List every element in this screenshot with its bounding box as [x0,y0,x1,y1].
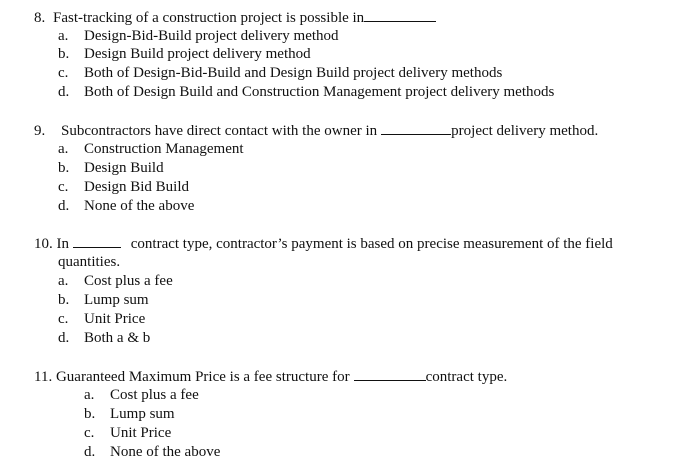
question-11-text-after: contract type. [425,369,508,385]
option-text: Both of Design Build and Construction Management project delivery methods [84,84,555,100]
option-text: Both a & b [84,330,151,346]
option-letter: b. [58,46,70,62]
option-10a[interactable] [58,272,173,290]
option-text: Design-Bid-Build project delivery method [84,28,339,44]
question-9-number: 9. [34,123,46,139]
question-11-blank[interactable] [354,367,426,381]
option-11a[interactable] [84,386,199,404]
option-10b[interactable] [58,291,149,309]
question-10-number: 10. In [34,236,69,252]
option-letter: b. [84,406,96,422]
option-9b[interactable] [58,159,164,177]
option-9c[interactable] [58,178,190,196]
option-letter: a. [84,387,95,403]
option-letter: c. [58,311,69,327]
option-8a[interactable] [58,27,339,45]
question-9-text-after: project delivery method. [451,123,599,139]
option-10c[interactable] [58,310,146,328]
option-text: None of the above [110,444,221,460]
option-letter: d. [58,330,70,346]
option-text: Design Build project delivery method [84,46,311,62]
option-letter: d. [58,198,70,214]
option-letter: a. [58,273,69,289]
question-11-number: 11. [34,369,53,385]
option-letter: c. [58,65,69,81]
option-text: Design Bid Build [84,179,190,195]
option-letter: c. [84,425,95,441]
option-text: Design Build [84,160,164,176]
option-letter: b. [58,292,70,308]
question-10-text-after: contract type, contractor’s payment is based on precise measurement of the field [130,236,613,252]
option-11d[interactable] [84,443,221,461]
option-8d[interactable] [58,83,555,101]
option-letter: d. [58,84,70,100]
option-letter: a. [58,28,69,44]
option-letter: d. [84,444,96,460]
question-8-stem [34,8,436,27]
option-8c[interactable] [58,64,503,82]
question-10-blank[interactable] [73,234,121,248]
option-text: Both of Design-Bid-Build and Design Build project delivery methods [84,65,503,81]
option-9a[interactable] [58,140,244,158]
question-9-blank[interactable] [381,121,451,135]
option-text: Construction Management [84,141,244,157]
option-text: Cost plus a fee [84,273,173,289]
option-letter: b. [58,160,70,176]
question-8-number: 8. [34,10,46,26]
option-letter: c. [58,179,69,195]
option-11b[interactable] [84,405,175,423]
question-11-stem [34,367,507,386]
option-letter: a. [58,141,69,157]
option-text: Unit Price [110,425,172,441]
question-11-text: Guaranteed Maximum Price is a fee structure for [55,369,350,385]
question-10-stem-line2: quantities. [58,254,121,270]
option-8b[interactable] [58,45,311,63]
question-8-text: Fast-tracking of a construction project is possible in [53,10,365,26]
question-9-stem [34,121,598,140]
option-9d[interactable] [58,197,195,215]
option-text: Lump sum [110,406,175,422]
option-11c[interactable] [84,424,172,442]
option-10d[interactable] [58,329,151,347]
option-text: None of the above [84,198,195,214]
option-text: Cost plus a fee [110,387,199,403]
question-8-blank[interactable] [364,8,436,22]
question-9-text: Subcontractors have direct contact with the owner in [61,123,378,139]
option-text: Unit Price [84,311,146,327]
question-10-stem [34,234,613,253]
option-text: Lump sum [84,292,149,308]
